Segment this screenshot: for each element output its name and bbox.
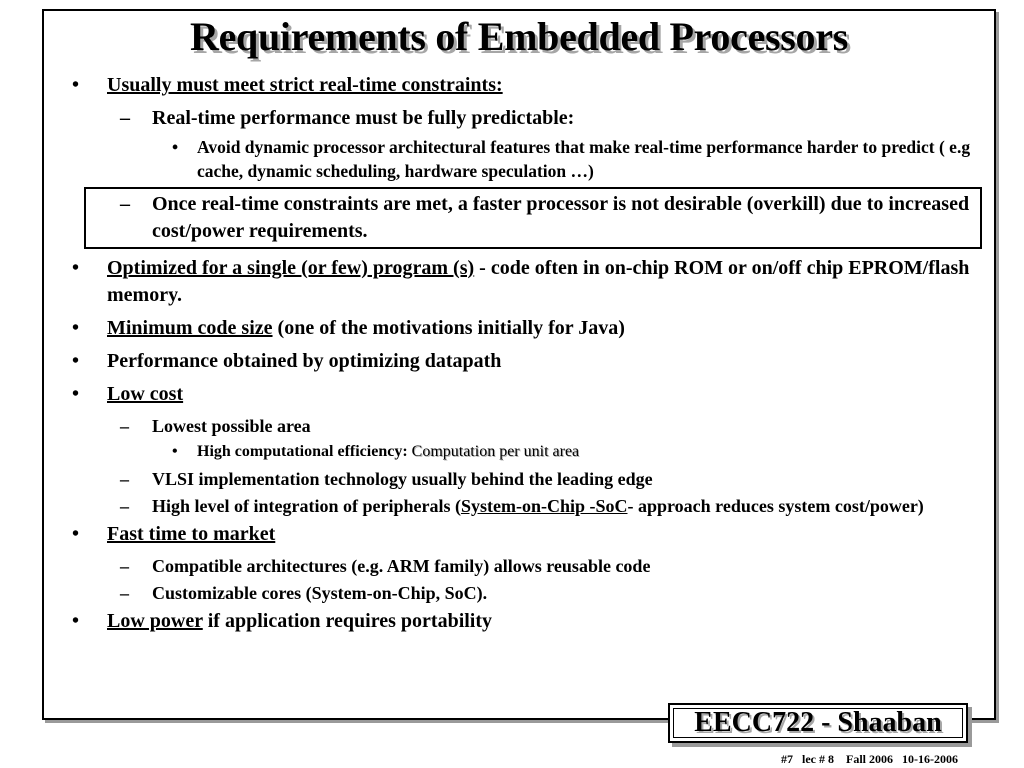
dash-marker: – (120, 107, 130, 129)
bullet-text: - code often in on-chip ROM or on/off chip EPROM/flash memory. (107, 257, 970, 306)
bullet-marker: • (72, 383, 80, 405)
bullet-marker: • (72, 350, 80, 372)
dash-marker: – (120, 416, 129, 436)
sub-bullet-text: - approach reduces system cost/power) (627, 496, 924, 516)
sub-bullet-text: Compatible architectures (e.g. ARM family) allows reusable code (152, 556, 651, 576)
dash-marker: – (120, 496, 129, 516)
bullet-marker: • (72, 74, 80, 96)
sub-sub-bullet-efficiency (60, 441, 985, 463)
course-tag: EECC722 - Shaaban (668, 703, 968, 743)
bullet-text: Fast time to market (107, 523, 276, 545)
slide-title: Requirements of Embedded Processors (190, 14, 848, 59)
sub-sub-bullet-value: Computation per unit area (411, 443, 580, 460)
bullet-underlined-text: Minimum code size (107, 317, 273, 339)
bullet-realtime (60, 72, 985, 99)
sub-sub-bullet-avoid-dynamic (60, 135, 985, 183)
bullet-marker: • (72, 523, 80, 545)
slide-content (60, 72, 985, 641)
bullet-text: (one of the motivations initially for Java) (272, 317, 625, 339)
sub-bullet-customizable (60, 581, 985, 605)
bullet-text: Usually must meet strict real-time constraints: (107, 74, 503, 96)
sub-sub-bullet-label: High computational efficiency: (197, 443, 412, 460)
bullet-marker: • (172, 137, 179, 157)
bullet-underlined-text: Low power (107, 610, 203, 632)
bullet-text: Performance obtained by optimizing datapath (107, 350, 502, 372)
dash-marker: – (120, 556, 129, 576)
sub-bullet-predictable (60, 105, 985, 132)
sub-bullet-compatible (60, 554, 985, 578)
sub-bullet-lowest-area (60, 414, 985, 438)
dash-marker: – (120, 469, 129, 489)
bullet-marker: • (172, 443, 178, 460)
sub-sub-bullet-text: Avoid dynamic processor architectural features that make real-time performance harder to predict ( e.g cache, dynamic scheduling, hardware speculation …) (197, 137, 971, 181)
sub-bullet-text: Customizable cores (System-on-Chip, SoC). (152, 583, 488, 603)
highlight-box (84, 187, 982, 249)
bullet-single-program (60, 255, 985, 309)
bullet-marker: • (72, 610, 80, 632)
sub-bullet-text: VLSI implementation technology usually behind the leading edge (152, 469, 653, 489)
sub-bullet-text: Once real-time constraints are met, a faster processor is not desirable (overkill) due to increased cost/power requirements. (152, 193, 970, 242)
sub-bullet-text: Lowest possible area (152, 416, 311, 436)
bullet-underlined-text: Optimized for a single (or few) program (s) (107, 257, 475, 279)
sub-bullet-underlined-text: System-on-Chip -SoC (460, 496, 628, 516)
bullet-text: Low cost (107, 383, 184, 405)
bullet-time-to-market (60, 521, 985, 548)
bullet-marker: • (72, 257, 80, 279)
bullet-code-size (60, 315, 985, 342)
dash-marker: – (120, 583, 129, 603)
sub-bullet-soc (60, 494, 985, 518)
sub-bullet-overkill (86, 191, 980, 245)
footer-info: #7 lec # 8 Fall 2006 10-16-2006 (781, 752, 958, 766)
bullet-datapath (60, 348, 985, 375)
dash-marker: – (120, 193, 130, 215)
bullet-low-power (60, 608, 985, 635)
bullet-text: if application requires portability (202, 610, 493, 632)
sub-bullet-vlsi (60, 467, 985, 491)
sub-bullet-text: Real-time performance must be fully predictable: (152, 107, 575, 129)
bullet-low-cost (60, 381, 985, 408)
sub-bullet-text: High level of integration of peripherals ( (152, 496, 461, 516)
bullet-marker: • (72, 317, 80, 339)
